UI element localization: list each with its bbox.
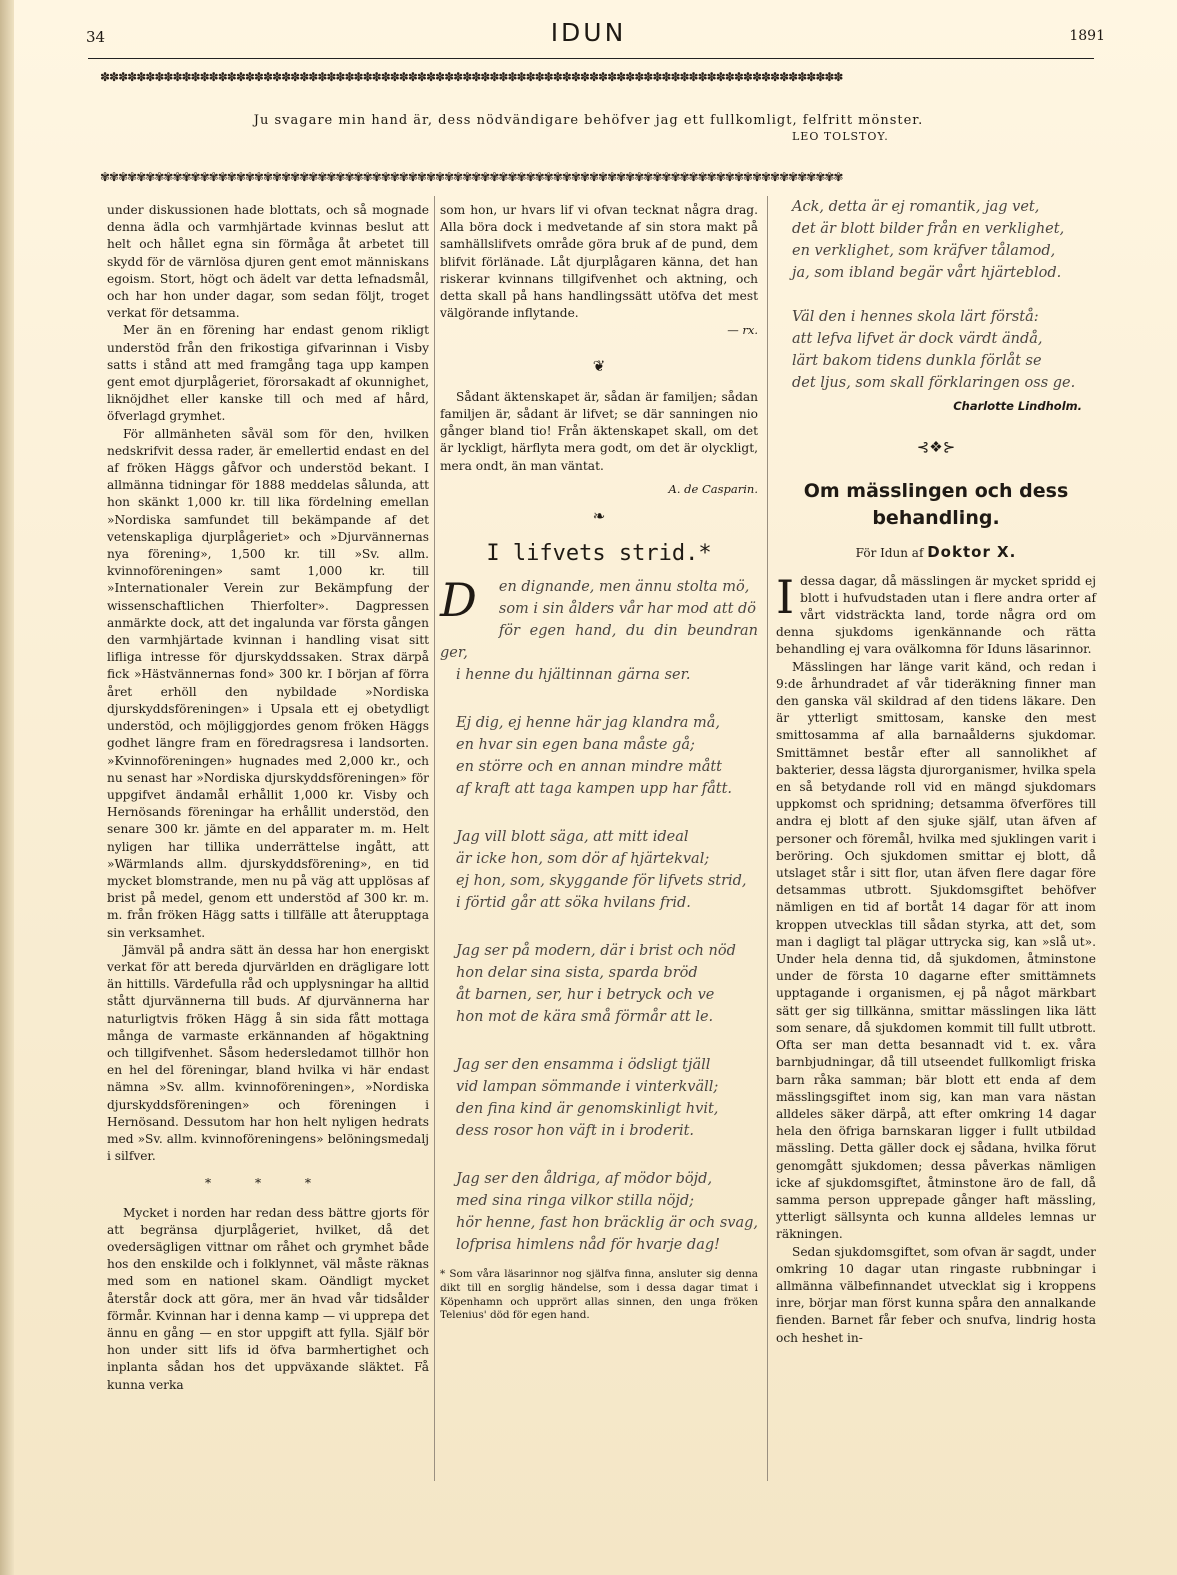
- paragraph: Jämväl på andra sätt än dessa har hon energiskt verkat för att bereda djurvärlden en drägligare lott än hittills. Värdefulla råd och upplysningar ha alltid stått djurvännerna till buds. Af djurvännerna har naturligtvis fröken Hägg å sin sida fått mottaga många de varmaste erkännanden af högaktning och tillgifvenhet. Såsom hedersledamot tillhör hon en hel del föreningar, bland hvilka vi här endast nämna »Sv. allm. kvinnoföreningen», »Nordiska djurskyddsföreningen» och föreningen i Hernösand. Dessutom har hon helt nyligen hedrats med »Sv. allm. kvinnoföreningens» belöningsmedalj i silfver.: [107, 942, 429, 1164]
- poem-stanza: [440, 1168, 758, 1256]
- paragraph: under diskussionen hade blottats, och så mognade denna ädla och varmhjärtade kvinnas beslut att helt och hållet egna sin förmåga åt arbetet till skydd för de värnlösa djuren gent emot människans egoism. Stort, högt och ädelt var detta lefnadsmål, och har hon under dagar, som sedan följt, troget verkat för detsamma.: [107, 203, 429, 321]
- poem-line: lärt bakom tidens dunkla förlåt se: [792, 353, 1042, 369]
- poem-stanza: [440, 826, 758, 914]
- poem-line: en större och en annan mindre mått: [456, 759, 722, 776]
- poem-line: i henne du hjältinnan gärna ser.: [456, 667, 691, 684]
- year: 1891: [1069, 28, 1105, 44]
- poem-line: det är blott bilder från en verklighet,: [792, 221, 1065, 237]
- poem-stanza: [440, 573, 758, 686]
- column-divider: [767, 196, 768, 1481]
- poem-line: det ljus, som skall förklaringen oss ge.: [792, 375, 1076, 391]
- poem-line: Jag vill blott säga, att mitt ideal: [456, 829, 689, 846]
- poem-line: Jag ser den ensamma i ödsligt tjäll: [456, 1057, 711, 1074]
- paragraph: [776, 569, 1096, 659]
- paragraph: För allmänheten såväl som för den, hvilken nedskrifvit dessa rader, är emellertid endast en del af fröken Häggs gåfvor och understöd bekant. I allmänna tidningar för 1888 meddelas sålunda, att hon skänkt 1,000 kr. till lika fördelning emellan »Nordiska samfundet till bekämpande af det vetenskapliga djurplågeriet» och »Djurvännernas nya förening», 1,500 kr. till »Sv. allm. kvinnoföreningen» samt 1,000 kr. till »Internationaler Verein zur Bekämpfung der wissenschaftlichen Thierfolter». Dagpressen anmärkte dock, att det ingalunda var första gången den varmhjärtade kvinnan i handling visat sitt lifliga intresse för djurskyddssaken. Strax därpå fick »Hästvännernas fond» 300 kr. I början af förra året erhöll den nybildade »Nordiska djurskyddsföreningen» i Upsala ett ej obetydligt understöd, och möjliggjordes genom fröken Häggs godhet längre fram en föredragsresa i landsorten. »Kvinnoföreningen» hugnades med 2,000 kr., och nu senast har »Nordiska djurskyddsföreningen» för uppgifvet ändamål erhållit 1,000 kr. Visby och Hernösands föreningar ha erhållit understöd, den senare 300 kr. jämte en del apparater m. m. Helt nyligen har tillika underrättelse ingått, att »Wärmlands allm. djurskyddsförening», en tid mycket blomstrande, men nu på väg att upplösas af brist på medel, genom ett understöd af 300 kr. m. m. från fröken Hägg satts i tillfälle att återupptaga sin verksamhet.: [107, 426, 429, 940]
- fleuron-icon: ⊰❖⊱: [916, 438, 956, 457]
- poem-line: Ack, detta är ej romantik, jag vet,: [792, 199, 1040, 215]
- byline: [776, 544, 1096, 562]
- verse-signature: Charlotte Lindholm.: [953, 399, 1082, 413]
- poem-line: är icke hon, som dör af hjärtekval;: [456, 851, 710, 868]
- paragraph: Mässlingen har länge varit känd, och redan i 9:de århundradet af vår tideräkning finner man den ganska väl skildrad af den tidens läkare. Den är ytterligt smittosam, kanske den mest smittosamma af alla barnaålderns sjukdomar. Smittämnet består efter all sannolikhet af bakterier, dessa lägsta djurorganismer, hvilka spela en så betydande roll vid en mängd sjukdomars uppkomst och spridning; detsamma öfverföres till andra ej blott af den sjuke själf, utan äfven af personer och föremål, hvilka med sjuklingen varit i beröring. Och sjukdomen smittar ej blott, då utslaget står i sitt flor, utan äfven flere dagar före detsammas utbrott. Sjukdomsgiftet behöfver nämligen en tid af bortåt 14 dagar för att inom kroppen utvecklas till sådan styrka, att det, som man i dagligt tal plägar uttrycka sig, kan »slå ut». Under hela denna tid, då sjukdomen, åtminstone under de första 10 dagarne efter smittämnets upptagande i organismen, ej på något märkbart sätt ger sig tillkänna, smittar mässlingen lika lätt som senare, då sjukdomen kommit till fullt utbrott. Ofta ser man detta besannadt vid t. ex. våra barnbjudningar, då till utseendet fullkomligt friska barn råka samman; bär blott ett enda af dem mässlingsgiftet inom sig, kan man vara nästan alldeles säker därpå, att efter omkring 14 dagar hela den öfriga barnskaran ligger i fullt utbildad mässling. Detta gäller dock ej sådana, hvilka förut genomgått sjukdomen; dessa påverkas nämligen icke af sjukdomsgiftet, åtminstone äro de fall, då samma person upprepade gånger haft mässling, ytterligt sällsynta och kunna alldeles lemnas ur räkningen.: [776, 659, 1096, 1242]
- poem-line: att lefva lifvet är dock värdt ändå,: [792, 331, 1043, 347]
- poem-stanza: [440, 1054, 758, 1142]
- column-3: [776, 196, 1096, 1347]
- paragraph: Sådant äktenskapet är, sådan är familjen; sådan familjen är, sådant är lifvet; se där sanningen nio gånger bland tio! Från äktenskapet skall, om det är lyckligt, härflyta mera godt, om det är olyckligt, mera ondt, än man väntat.: [440, 389, 758, 473]
- poem-line: af kraft att taga kampen upp har fått.: [456, 781, 733, 798]
- drop-cap: I: [776, 569, 795, 624]
- poem-line: för egen hand, du din beundran ger,: [440, 623, 758, 662]
- page-header: [0, 0, 1177, 62]
- column-divider: [434, 196, 435, 1481]
- mid-ornament-border: ✾✾✾✾✾✾✾✾✾✾✾✾✾✾✾✾✾✾✾✾✾✾✾✾✾✾✾✾✾✾✾✾✾✾✾✾✾✾✾✾✾✾✾✾✾✾✾✾✾✾✾✾✾✾✾✾✾✾✾✾✾✾✾✾✾✾✾✾✾✾✾✾✾✾✾✾✾✾✾✾✾✾: [100, 172, 843, 182]
- paragraph: Mycket i norden har redan dess bättre gjorts för att begränsa djurplågeriet, hvilket, då det ovedersägligen vittnar om råhet och grymhet både hos den enskilde och i folklynnet, väl måste räknas med som en nationel skam. Oändligt mycket återstår dock att göra, mer än hvad vår tidsålder förmår. Kvinnan har i denna kamp — vi upprepa det ännu en gång — en stor uppgift att fylla. Själf bör hon under sitt lifs id öfva barmhertighet och inplanta sådan hos det uppväxande släktet. Få kunna verka: [107, 1205, 429, 1392]
- article-title: Om mässlingen och dess behandling.: [803, 480, 1069, 530]
- poem-stanza: [440, 712, 758, 800]
- poem-line: i förtid går att söka hvilans frid.: [456, 895, 691, 912]
- fleuron-icon: ❧: [592, 507, 606, 526]
- signature: — rx.: [727, 323, 758, 338]
- verse-stanza: [776, 306, 1096, 394]
- column-2: [440, 202, 758, 1323]
- poem-line: Väl den i hennes skola lärt förstå:: [792, 309, 1039, 325]
- footnote: * Som våra läsarinnor nog själfva finna, ansluter sig denna dikt till en sorglig händelse, som i dessa dagar timat i Köpenhamn och upprört allas sinnen, den unga fröken Telenius' död för egen hand.: [440, 1268, 758, 1322]
- epigraph-quote: Ju svagare min hand är, dess nödvändigare behöfver jag ett fullkomligt, felfritt mönster.: [253, 113, 924, 128]
- signature: A. de Casparin.: [668, 481, 758, 496]
- poem-line: med sina ringa vilkor stilla nöjd;: [456, 1193, 695, 1210]
- poem-line: en dignande, men ännu stolta mö,: [498, 579, 750, 596]
- poem-line: dess rosor hon väft in i broderit.: [456, 1123, 695, 1140]
- poem-line: ja, som ibland begär vårt hjärteblod.: [792, 265, 1062, 281]
- paragraph-text: dessa dagar, då mässlingen är mycket spridd ej blott i hufvudstaden utan i flere andra orter af vårt vidsträckta land, torde några ord om denna sjukdoms igenkännande och rätta behandling ej vara ovälkomna för Iduns läsarinnor.: [776, 573, 1096, 657]
- poem-line: vid lampan sömmande i vinterkväll;: [456, 1079, 719, 1096]
- page-number: 34: [86, 28, 106, 46]
- paragraph: Sedan sjukdomsgiftet, som ofvan är sagdt, under omkring 10 dagar utan ringaste rubbningar i allmänna välbefinnandet utvecklat sig i kroppens inre, börjar man först kunna spåra den annalkande fienden. Barnet får feber och snufva, lindrig hosta och heshet in-: [776, 1244, 1096, 1345]
- poem-line: Jag ser den åldriga, af mödor böjd,: [456, 1171, 713, 1188]
- page-edge: [0, 0, 14, 1575]
- poem-title: I lifvets strid.*: [486, 541, 712, 567]
- paragraph: Mer än en förening har endast genom rikligt understöd från den frikostiga gifvarinnan i Visby satts i stånd att med framgång taga upp kampen gent emot djurplågeriet, förorsakadt af okunnighet, liknöjdhet eller kanske till och med af hård, öfverlagd grymhet.: [107, 323, 429, 424]
- poem-line: ej hon, som, skyggande för lifvets strid,: [456, 873, 747, 890]
- header-rule: [88, 58, 1094, 59]
- byline-prefix: För Idun af: [855, 546, 924, 561]
- poem-line: en verklighet, som kräfver tålamod,: [792, 243, 1056, 259]
- poem-line: hör henne, fast hon bräcklig är och svag,: [456, 1215, 758, 1232]
- poem-line: hon mot de kära små förmår att le.: [456, 1009, 714, 1026]
- poem-stanza: [440, 940, 758, 1028]
- poem-line: Jag ser på modern, där i brist och nöd: [456, 943, 736, 960]
- poem-line: som i sin ålders vår har mod att dö: [498, 601, 757, 618]
- poem-line: den fina kind är genomskinligt hvit,: [456, 1101, 719, 1118]
- epigraph-author: LEO TOLSTOY.: [792, 130, 889, 143]
- drop-cap: D: [440, 573, 477, 628]
- poem-line: åt barnen, ser, hur i betryck och ve: [456, 987, 715, 1004]
- verse-stanza: [776, 196, 1096, 284]
- poem-line: lofprisa himlens nåd för hvarje dag!: [456, 1237, 720, 1254]
- poem-line: Ej dig, ej henne här jag klandra må,: [456, 715, 721, 732]
- section-stars: * * *: [204, 1176, 332, 1191]
- fleuron-icon: ❦: [592, 356, 606, 375]
- poem-line: en hvar sin egen bana måste gå;: [456, 737, 695, 754]
- column-1: [107, 202, 429, 1394]
- byline-author: Doktor X.: [927, 543, 1017, 562]
- top-ornament-border: ✽✽✽✽✽✽✽✽✽✽✽✽✽✽✽✽✽✽✽✽✽✽✽✽✽✽✽✽✽✽✽✽✽✽✽✽✽✽✽✽✽✽✽✽✽✽✽✽✽✽✽✽✽✽✽✽✽✽✽✽✽✽✽✽✽✽✽✽✽✽✽✽✽✽✽✽✽✽✽✽✽✽: [100, 72, 843, 82]
- masthead-title: IDUN: [550, 18, 627, 47]
- paragraph: som hon, ur hvars lif vi ofvan tecknat några drag. Alla böra dock i medvetande af sin stora makt på samhällslifvets område göra bruk af de pund, dem blifvit förlänade. Låt djurplågaren känna, det han riskerar kvinnans tillgifvenhet och aktning, och detta skall på hans handlingssätt utöfva det mest välgörande inflytande.: [440, 203, 758, 321]
- poem-line: hon delar sina sista, sparda bröd: [456, 965, 698, 982]
